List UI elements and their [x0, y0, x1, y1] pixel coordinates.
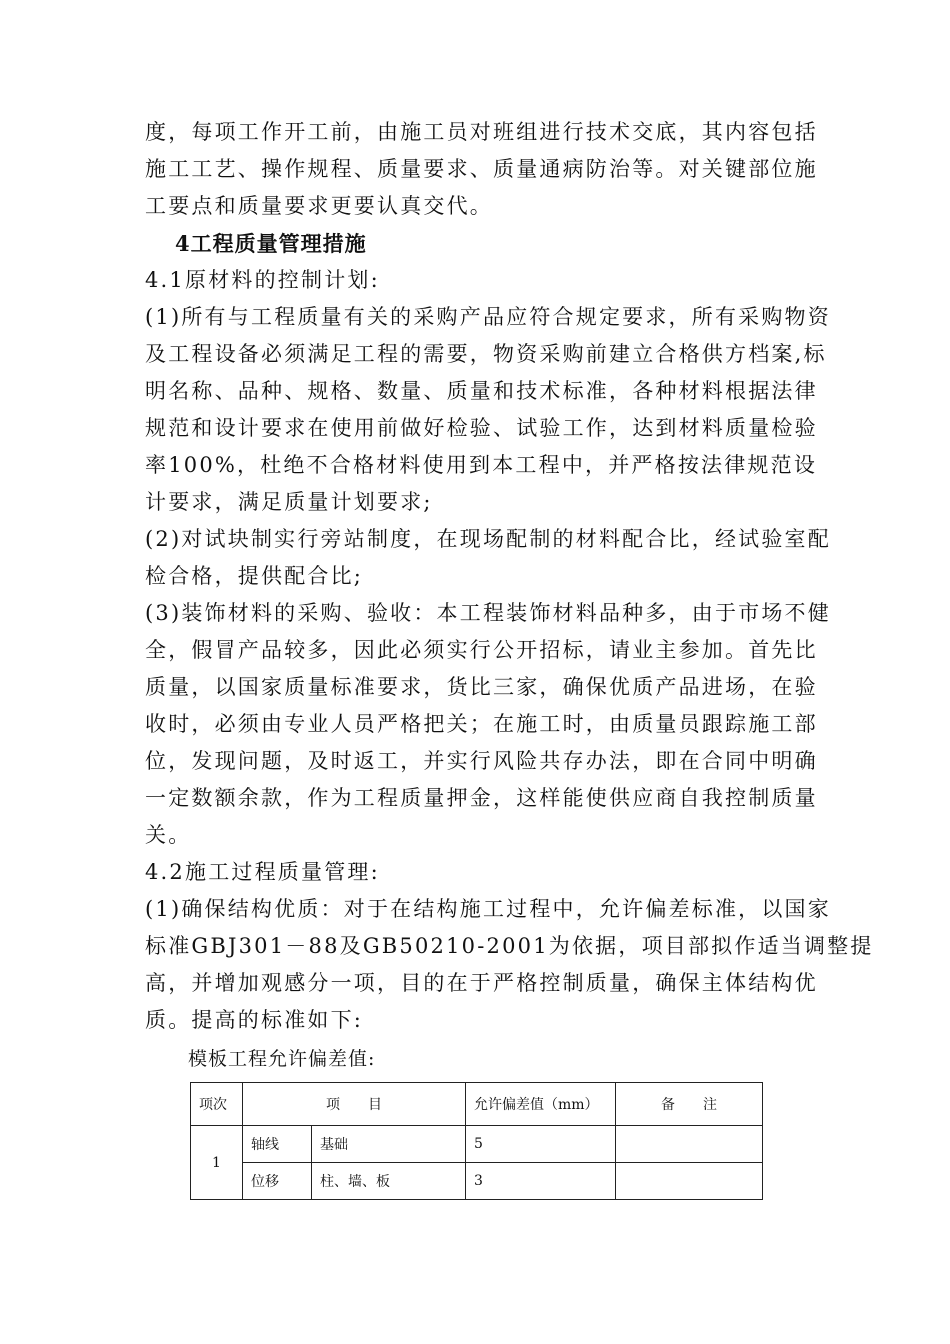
paragraph-line: 明名称、品种、规格、数量、质量和技术标准，各种材料根据法律	[145, 379, 818, 403]
body-text	[145, 114, 874, 1039]
row-item: 基础	[312, 1126, 466, 1163]
paragraph-line: (3)装饰材料的采购、验收：本工程装饰材料品种多，由于市场不健	[145, 601, 831, 625]
paragraph-line: 标准GBJ301－88及GB50210-2001为依据，项目部拟作适当调整提	[145, 934, 874, 958]
table-row	[191, 1163, 763, 1200]
paragraph-line: (1)确保结构优质：对于在结构施工过程中，允许偏差标准，以国家	[145, 897, 831, 921]
table-header-row	[191, 1083, 763, 1126]
header-index: 项次	[191, 1083, 243, 1126]
paragraph-line: 一定数额余款，作为工程质量押金，这样能使供应商自我控制质量	[145, 786, 818, 810]
paragraph-line: 高，并增加观感分一项，目的在于严格控制质量，确保主体结构优	[145, 971, 818, 995]
paragraph-line: (1)所有与工程质量有关的采购产品应符合规定要求，所有采购物资	[145, 305, 831, 329]
subsection-title: 4.2施工过程质量管理:	[145, 860, 380, 884]
tolerance-table	[190, 1082, 763, 1200]
subsection-title: 4.1原材料的控制计划:	[145, 268, 380, 292]
row-remark	[616, 1163, 763, 1200]
paragraph-line: 计要求，满足质量计划要求;	[145, 490, 433, 514]
table-caption: 模板工程允许偏差值:	[188, 1048, 376, 1070]
paragraph-line: 检合格，提供配合比;	[145, 564, 364, 588]
paragraph-line: 收时，必须由专业人员严格把关；在施工时，由质量员跟踪施工部	[145, 712, 818, 736]
paragraph-line: 全，假冒产品较多，因此必须实行公开招标，请业主参加。首先比	[145, 638, 818, 662]
row-tolerance: 3	[466, 1163, 616, 1200]
row-index: 1	[191, 1126, 243, 1200]
paragraph-line: 位，发现问题，及时返工，并实行风险共存办法，即在合同中明确	[145, 749, 818, 773]
paragraph-line: 工要点和质量要求更要认真交代。	[145, 194, 493, 218]
paragraph-line: (2)对试块制实行旁站制度，在现场配制的材料配合比，经试验室配	[145, 527, 831, 551]
row-tolerance: 5	[466, 1126, 616, 1163]
row-category: 轴线	[243, 1126, 312, 1163]
row-category: 位移	[243, 1163, 312, 1200]
paragraph-line: 施工工艺、操作规程、质量要求、质量通病防治等。对关键部位施	[145, 157, 818, 181]
table-row	[191, 1126, 763, 1163]
paragraph-line: 质。提高的标准如下:	[145, 1008, 364, 1032]
paragraph-line: 率100%，杜绝不合格材料使用到本工程中，并严格按法律规范设	[145, 453, 818, 477]
paragraph-line: 质量，以国家质量标准要求，货比三家，确保优质产品进场，在验	[145, 675, 818, 699]
header-remark: 备 注	[616, 1083, 763, 1126]
paragraph-line: 度，每项工作开工前，由施工员对班组进行技术交底，其内容包括	[145, 120, 818, 144]
paragraph-line: 及工程设备必须满足工程的需要，物资采购前建立合格供方档案,标	[145, 342, 827, 366]
section-heading: 4工程质量管理措施	[175, 231, 367, 256]
paragraph-line: 规范和设计要求在使用前做好检验、试验工作，达到材料质量检验	[145, 416, 818, 440]
header-tolerance: 允许偏差值（mm）	[466, 1083, 616, 1126]
row-remark	[616, 1126, 763, 1163]
row-item: 柱、墙、板	[312, 1163, 466, 1200]
paragraph-line: 关。	[145, 823, 192, 847]
header-item: 项 目	[243, 1083, 466, 1126]
